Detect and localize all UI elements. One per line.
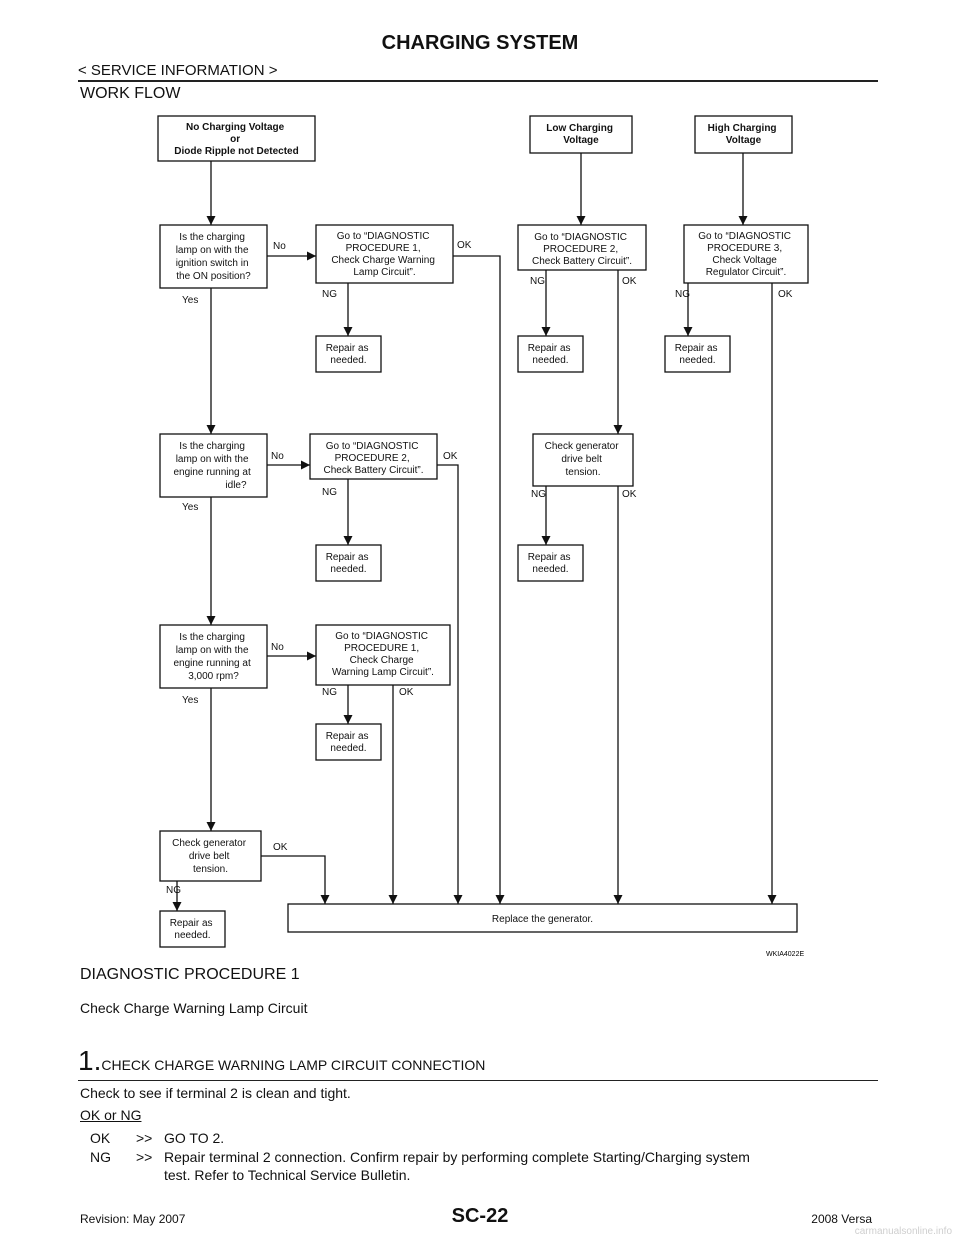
ok-or-ng-label: OK or NG — [80, 1107, 142, 1123]
result-ng-continued: test. Refer to Technical Service Bulletin. — [164, 1167, 411, 1183]
step-number: 1. — [78, 1045, 102, 1076]
repair-2-text: Repair as needed. — [527, 343, 571, 366]
no-label-3: No — [271, 642, 284, 653]
revision-date: Revision: May 2007 — [80, 1212, 186, 1226]
ok-label-7: OK — [273, 842, 288, 853]
step-title: CHECK CHARGE WARNING LAMP CIRCUIT CONNECTION — [101, 1057, 486, 1073]
ng-label-2: NG — [530, 276, 545, 287]
ng-label-4: NG — [322, 487, 337, 498]
result-code: NG — [90, 1149, 111, 1165]
page-number: SC-22 — [451, 1205, 509, 1227]
repair-4-text: Repair as needed. — [325, 552, 369, 575]
ok-label-3: OK — [778, 289, 793, 300]
repair-box-7 — [160, 911, 225, 947]
ng-label-3: NG — [675, 289, 690, 300]
result-code: OK — [90, 1130, 111, 1146]
ok-label-5: OK — [622, 489, 637, 500]
start-no-voltage-text: No Charging Voltage or Diode Ripple not Detected — [174, 122, 299, 157]
yes-label-1: Yes — [182, 295, 199, 306]
question-idle-text: Is the charging lamp on with the engine running at idle? — [173, 441, 251, 491]
result-arrow: >> — [136, 1130, 153, 1146]
yes-label-3: Yes — [182, 695, 199, 706]
ng-label-5: NG — [531, 489, 546, 500]
section-label: < SERVICE INFORMATION > — [78, 62, 278, 79]
step-heading — [78, 1045, 485, 1077]
ng-label-6: NG — [322, 687, 337, 698]
figure-id: WKIA4022E — [766, 951, 805, 958]
work-flow-heading: WORK FLOW — [80, 85, 181, 102]
repair-7-text: Repair as needed. — [169, 918, 213, 941]
repair-1-text: Repair as needed. — [325, 343, 369, 366]
no-label-2: No — [271, 451, 284, 462]
ok-label-2: OK — [622, 276, 637, 287]
belt-b-text: Check generator drive belt tension. — [172, 838, 247, 875]
start-high-text: High Charging Voltage — [707, 123, 777, 146]
repair-box-4 — [316, 545, 381, 581]
procedure1-b-text: Go to “DIAGNOSTIC PROCEDURE 1, Check Charge Warning Lamp Circuit”. — [332, 631, 434, 678]
diagnostic-procedure-subtitle: Check Charge Warning Lamp Circuit — [80, 1000, 308, 1016]
procedure2-a-text: Go to “DIAGNOSTIC PROCEDURE 2, Check Battery Circuit”. — [531, 232, 633, 267]
ok-label-6: OK — [399, 687, 414, 698]
vehicle-model: 2008 Versa — [811, 1212, 872, 1226]
ok-label-1: OK — [457, 240, 472, 251]
belt-a-text: Check generator drive belt tension. — [544, 441, 619, 478]
procedure1-a-text: Go to “DIAGNOSTIC PROCEDURE 1, Check Charge Warning Lamp Circuit”. — [331, 231, 435, 278]
question-ignition-text: Is the charging lamp on with the ignition switch in the ON position? — [175, 232, 251, 282]
step-instruction: Check to see if terminal 2 is clean and tight. — [80, 1085, 351, 1101]
result-ok — [90, 1130, 880, 1146]
result-text: Repair terminal 2 connection. Confirm repair by performing complete Starting/Charging system — [164, 1149, 750, 1165]
step-rule — [78, 1080, 878, 1081]
diagnostic-procedure-title: DIAGNOSTIC PROCEDURE 1 — [80, 966, 300, 983]
result-ng — [90, 1149, 880, 1165]
ng-label-7: NG — [166, 885, 181, 896]
repair-box-1 — [316, 336, 381, 372]
ok-label-4: OK — [443, 451, 458, 462]
start-low-text: Low Charging Voltage — [546, 123, 613, 146]
replace-generator-text: Replace the generator. — [491, 914, 594, 925]
procedure2-b-text: Go to “DIAGNOSTIC PROCEDURE 2, Check Battery Circuit”. — [323, 441, 424, 476]
repair-box-2 — [518, 336, 583, 372]
watermark: carmanualsonline.info — [854, 1226, 952, 1237]
result-text: GO TO 2. — [164, 1130, 225, 1146]
repair-5-text: Repair as needed. — [527, 552, 571, 575]
ng-label-1: NG — [322, 289, 337, 300]
repair-box-6 — [316, 724, 381, 760]
repair-6-text: Repair as needed. — [325, 731, 369, 754]
procedure3-text: Go to “DIAGNOSTIC PROCEDURE 3, Check Voltage Regulator Circuit”. — [698, 231, 792, 278]
page-title: CHARGING SYSTEM — [381, 32, 579, 54]
repair-box-3 — [665, 336, 730, 372]
repair-3-text: Repair as needed. — [674, 343, 718, 366]
result-arrow: >> — [136, 1149, 153, 1165]
no-label-1: No — [273, 241, 286, 252]
yes-label-2: Yes — [182, 502, 199, 513]
repair-box-5 — [518, 545, 583, 581]
question-3000-text: Is the charging lamp on with the engine running at 3,000 rpm? — [173, 632, 251, 682]
